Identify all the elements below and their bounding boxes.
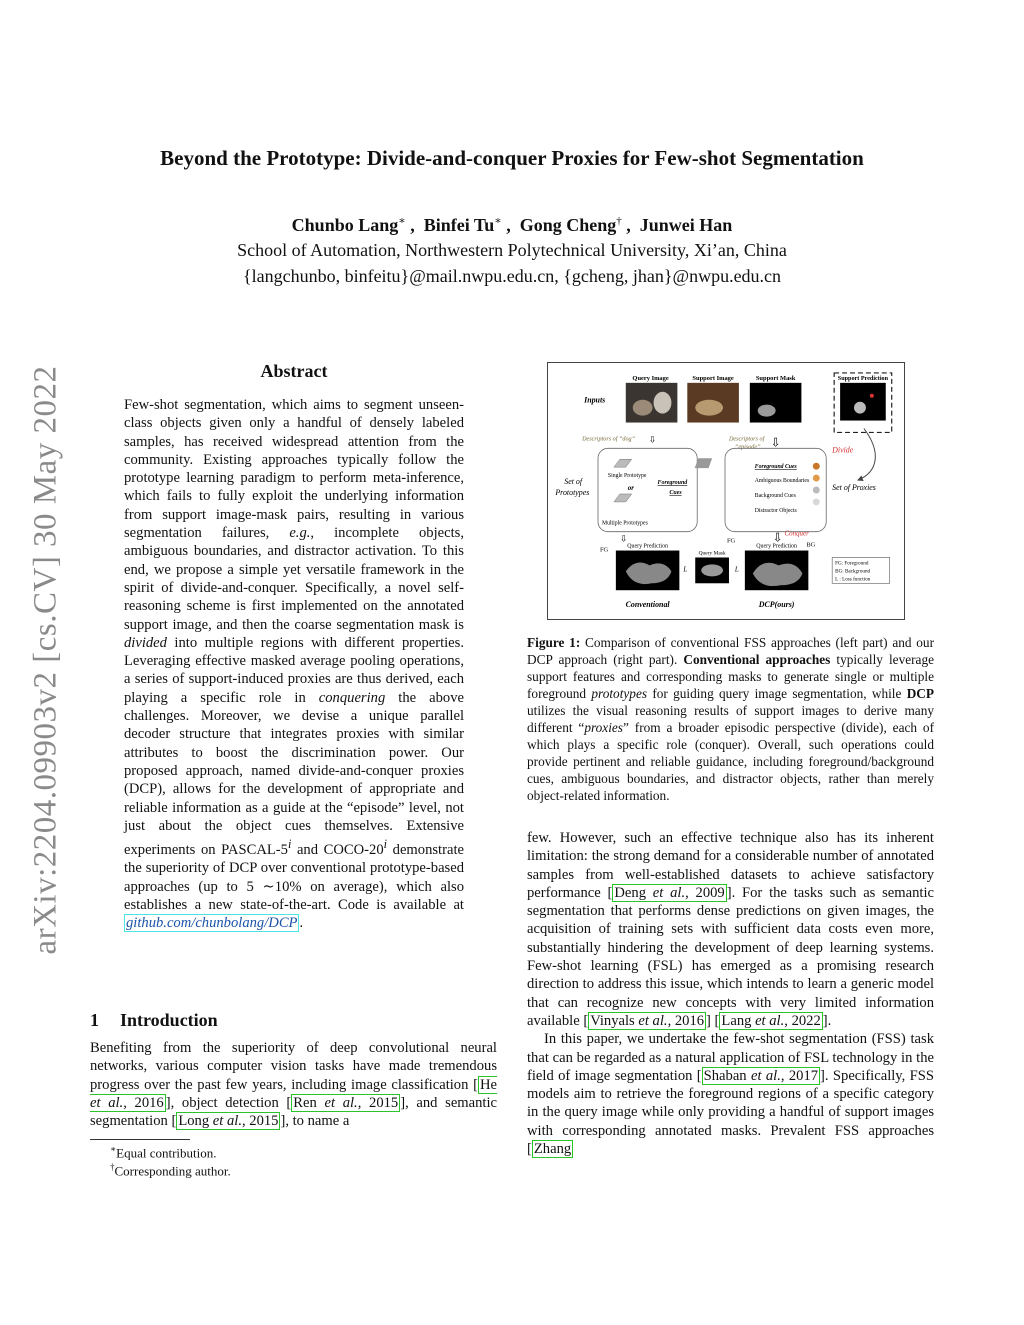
query-mask-shape bbox=[701, 564, 723, 576]
author-mark: ∗ bbox=[398, 215, 406, 227]
loss-symbol-right: L bbox=[734, 565, 739, 574]
loss-symbol-left: L bbox=[683, 565, 688, 574]
figure-1-caption: Figure 1: Comparison of conventional FSS approaches (left part) and our DCP approach (right part). Conventional approaches typically leverage support features and corresponding masks to generate single or multiple foreground prototypes for guiding query image segmentation, while DCP utilizes the visual reasoning results of support images to derive many different “proxies” from a broader episodic perspective (divide), each of which plays a specific role (conquer). Overall, such operations could provide pertinent and reliable guidance, including foreground/background cues, ambiguous boundaries, and distractor objects, rather than merely object-related information. bbox=[527, 635, 935, 803]
label-cues: Cues bbox=[669, 489, 682, 496]
author-emails: {langchunbo, binfeitu}@mail.nwpu.edu.cn, {gcheng, jhan}@nwpu.edu.cn bbox=[242, 266, 782, 286]
citation-link[interactable]: Vinyals et al., 2016 bbox=[590, 1012, 705, 1029]
label-foreground: Foreground bbox=[657, 480, 688, 487]
label-bg-right: BG bbox=[806, 541, 816, 549]
label-inputs: Inputs bbox=[584, 395, 606, 405]
author-name: Junwei Han bbox=[639, 215, 733, 235]
author-name: Gong Cheng bbox=[519, 215, 617, 235]
citation-link[interactable]: Zhang bbox=[533, 1141, 572, 1158]
label-set-of: Set of bbox=[564, 477, 583, 487]
arxiv-identifier bbox=[26, 345, 66, 975]
label-conventional: Conventional bbox=[625, 600, 670, 610]
citation-link[interactable]: Deng et al., 2009 bbox=[614, 884, 725, 901]
proxy-distractor-dot bbox=[813, 498, 820, 505]
arrow-descriptors-episode: ⇩ bbox=[770, 435, 781, 450]
citation-link[interactable]: Shaban et al., 2017 bbox=[703, 1067, 819, 1084]
citation-link[interactable]: Lang et al., 2022 bbox=[721, 1012, 821, 1029]
right-column-body bbox=[527, 829, 934, 1158]
support-prediction-fg bbox=[854, 402, 866, 414]
label-query-prediction-left: Query Prediction bbox=[627, 543, 668, 550]
legend-bg: BG: Background bbox=[835, 568, 871, 575]
legend-fg: FG: Foreground bbox=[835, 560, 869, 567]
support-mask-thumb bbox=[750, 383, 802, 423]
paragraph: In this paper, we undertake the few-shot segmentation (FSS) task that can be regarded as a natural application of FSL technology in the field of image segmentation [ Shaban et al., 2017 ]. Specifically, FSS models aim to retrieve the foreground regions of a specific category in the query image while only providing a handful of support images with corresponding annotated masks. Prevalent FSS approaches [ Zhang bbox=[527, 1031, 935, 1158]
prototype-single-stack bbox=[614, 459, 632, 467]
label-background-cues: Background Cues bbox=[754, 492, 796, 499]
paragraph: few. However, such an effective technique also has its inherent limitation: the strong demand for a considerable number of annotated samples from well-established datasets to achieve satisfactory performance [ Deng et al., 2009 ]. For the tasks such as semantic segmentation that performs dense predictions on given images, the acquisition of training sets with sufficient data costs even more, substantially hindering the development of deep learning systems. Few-shot learning (FSL) has emerged as a promising research direction to address this issue, which intends to learn a generic model that can recognize new concepts with very limited information available [ Vinyals et al., 2016 ] [ Lang et al., 2022 ]. bbox=[527, 830, 934, 1029]
label-prototypes: Prototypes bbox=[555, 487, 590, 497]
author-mark: ∗ bbox=[494, 215, 502, 227]
label-or: or bbox=[627, 484, 634, 493]
section-heading-introduction: 1 Introduction bbox=[90, 1010, 218, 1030]
query-image-dog bbox=[654, 392, 672, 414]
label-support-mask: Support Mask bbox=[755, 374, 796, 382]
support-image-subject bbox=[695, 400, 723, 416]
label-query-prediction-right: Query Prediction bbox=[756, 543, 797, 550]
citation-link[interactable]: Ren et al., 2015 bbox=[293, 1094, 399, 1111]
label-query-mask: Query Mask bbox=[698, 550, 726, 557]
label-divide: Divide bbox=[832, 445, 854, 455]
label-multiple-prototypes: Multiple Prototypes bbox=[601, 520, 648, 527]
affiliation: School of Automation, Northwestern Polytechnical University, Xi’an, China bbox=[237, 240, 787, 260]
support-prediction-marker bbox=[870, 394, 874, 398]
prototype-multi-stack bbox=[614, 494, 632, 502]
label-fg-left: FG bbox=[599, 546, 609, 554]
figure-1-diagram bbox=[547, 362, 905, 620]
citation-link[interactable]: He et al., 2016 bbox=[90, 1076, 497, 1111]
label-dcp: DCP(ours) bbox=[758, 600, 795, 610]
proxy-foreground-dot bbox=[813, 463, 820, 470]
label-support-prediction: Support Prediction bbox=[837, 375, 889, 382]
support-prediction-thumb bbox=[840, 383, 886, 421]
author-name: Binfei Tu bbox=[423, 215, 495, 235]
proxy-background-dot bbox=[813, 487, 820, 494]
proxy-boundary-dot bbox=[813, 475, 820, 482]
introduction-body: Benefiting from the superiority of deep convolutional neural networks, various computer vision tasks have made tremendous progress over the past few years, including image classification [ He et al., 2016 ], object detection [ Ren et al., 2015 ], and semantic segmentation [ Long et al., 2015 ], to name a bbox=[90, 1040, 498, 1130]
author-name: Chunbo Lang bbox=[291, 215, 399, 235]
proxies-box bbox=[725, 448, 826, 531]
abstract-heading: Abstract bbox=[260, 361, 328, 381]
code-link[interactable]: github.com/chunbolang/DCP bbox=[126, 915, 298, 932]
label-query-image: Query Image bbox=[632, 374, 669, 382]
legend-loss: L : Loss function bbox=[835, 576, 871, 583]
citation-link[interactable]: Long et al., 2015 bbox=[178, 1113, 279, 1130]
label-foreground-cues: Foreground Cues bbox=[754, 464, 797, 471]
author-mark: † bbox=[616, 215, 622, 227]
label-conquer: Conquer bbox=[784, 529, 809, 538]
label-descriptors-episode: Descriptors of bbox=[728, 436, 765, 443]
footnote-corresponding-author: †Corresponding author. bbox=[110, 1162, 231, 1179]
abstract-body: Few-shot segmentation, which aims to segment unseen-class objects given only a handful of densely labeled samples, has received widespread attention from the community. Existing approaches typically follow the prototype learning paradigm to perform meta-inference, which fails to fully exploit the underlying information from support image-mask pairs, resulting in various segmentation failures, e.g., incomplete objects, ambiguous boundaries, and distractor activation. To this end, we propose a simple yet versatile framework in the spirit of divide-and-conquer. Specifically, a novel self-reasoning scheme is first implemented on the annotated support image, and then the coarse segmentation mask is divided into multiple regions with different properties. Leveraging effective masked average pooling operations, a series of support-induced proxies are thus derived, each playing a specific role in conquering the above challenges. Moreover, we devise a unique parallel decoder structure that integrates proxies with similar attributes to boost the discrimination power. Our proposed approach, named divide-and-conquer proxies (DCP), allows for the development of appropriate and reliable information as a guide at the “episode” level, not just about the object cues themselves. Extensive experiments on PASCAL-5$^i$ and COCO-20$^i$ demonstrate the superiority of DCP over conventional prototype-based approaches (up to 5 ∼10% on average), which also establishes a new state-of-the-art. Code is available at github.com/chunbolang/DCP . bbox=[124, 397, 464, 932]
author-list: Chunbo Lang∗ , Binfei Tu∗ , Gong Cheng† , Junwei Han bbox=[291, 215, 733, 235]
footnote-equal-contribution: ∗Equal contribution. bbox=[110, 1144, 217, 1161]
label-support-image: Support Image bbox=[692, 374, 734, 382]
label-set-of-proxies: Set of Proxies bbox=[832, 483, 876, 493]
support-mask-region bbox=[758, 405, 776, 417]
label-distractor-objects: Distractor Objects bbox=[754, 507, 797, 514]
label-descriptors-dog: Descriptors of “dog” bbox=[582, 436, 636, 443]
label-single-prototype: Single Prototype bbox=[607, 473, 647, 480]
paper-title: Beyond the Prototype: Divide-and-conquer Proxies for Few-shot Segmentation bbox=[160, 146, 864, 170]
arrow-dcp-down: ⇩ bbox=[772, 530, 783, 545]
query-image-cat bbox=[633, 400, 653, 416]
arrow-descriptors-dog: ⇩ bbox=[648, 434, 657, 445]
footnote-rule bbox=[90, 1139, 190, 1140]
arrow-conventional-down: ⇩ bbox=[619, 533, 628, 544]
divide-arrow bbox=[858, 428, 875, 480]
label-ambiguous-boundaries: Ambiguous Boundaries bbox=[754, 478, 810, 485]
label-descriptors-episode-2: “episode” bbox=[734, 444, 761, 451]
arxiv-identifier-text: arXiv:2204.09903v2 [cs.CV] 30 May 2022 bbox=[27, 365, 64, 955]
label-fg-right: FG bbox=[726, 537, 736, 545]
prototypes-box bbox=[598, 448, 697, 531]
